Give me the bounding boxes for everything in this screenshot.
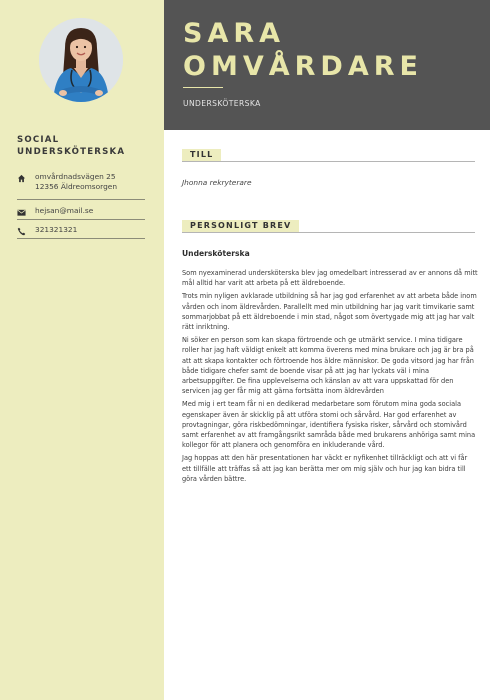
contact-email — [17, 206, 145, 220]
letter-section-heading — [182, 219, 475, 233]
to-heading-label: TILL — [182, 149, 221, 161]
phone-number[interactable]: 321321321 — [35, 225, 78, 234]
name-divider — [183, 87, 223, 88]
email-link[interactable]: hejsan@mail.se — [35, 206, 94, 215]
contact-address — [17, 172, 145, 200]
phone-icon — [17, 227, 26, 236]
sidebar — [0, 0, 164, 700]
address-line-1: omvårdnadsvägen 25 — [35, 172, 116, 181]
contact-phone — [17, 225, 145, 239]
header — [164, 0, 490, 130]
home-icon — [17, 174, 26, 183]
letter-paragraph: Som nyexaminerad undersköterska blev jag omedelbart intresserad av er annons då mitt mål alltid har varit att arbeta på ett äldreboende. — [182, 269, 478, 288]
letter-paragraph: Jag hoppas att den här presentationen har väckt er nyfikenhet tillräckligt och att vi får ett tillfälle att träffas så att jag kan berätta mer om mig själv och hur jag kan bidra till göra vården bättre. — [182, 454, 468, 483]
profile-photo — [39, 18, 123, 102]
letter-title: Undersköterska — [182, 249, 250, 258]
letter-heading-label: PERSONLIGT BREV — [182, 220, 299, 232]
letter-paragraph: Ni söker en person som kan skapa förtroende och ge utmärkt service. I mina tidigare roller har jag haft väldigt enkelt att komma överens med mina brukare och jag är bra på att att skapa kontakter och förtroende hos äldre människor. De goda vitsord jag har från både tidigare chefer samt de boende visar på att jag har lyckats väl i mina arbetsuppgifter. De fina upplevelserna och känslan av att vara uppskattad för den servicen jag ger får mig att gärna fortsätta inom äldrevården — [182, 336, 474, 396]
person-name: SARA OMVÅRDARE — [183, 18, 423, 82]
recipient-name: Jhonna rekryterare — [182, 178, 252, 187]
envelope-icon — [17, 208, 26, 217]
letter-body — [182, 268, 478, 487]
to-section-heading — [182, 148, 475, 162]
sidebar-title: SOCIAL UNDERSKÖTERSKA — [17, 135, 126, 157]
letter-paragraph: Med mig i ert team får ni en dedikerad medarbetare som förutom mina goda sociala egenskaper även är skicklig på att utföra stomi och sårvård. Har god erfarenhet av provtagningar, göra riskbedömningar, identifiera fysiska risker, sårvård och stomivård samt erfarenhet av att framgångsrikt samråda både med brukarens anhöriga samt mina kollegor för att planera och genomföra en inkluderande vård. — [182, 400, 476, 450]
address-line-2: 12356 Äldreomsorgen — [35, 182, 118, 191]
job-title: UNDERSKÖTERSKA — [183, 99, 261, 108]
letter-paragraph: Trots min nyligen avklarade utbildning så har jag god erfarenhet av att arbeta både inom vården och inom äldrevården. Parallellt med min utbildning har jag varit timvikarie samt sommarjobbat på ett äldreboende i min stad, något som övertygade mig att jag har valt rätt inriktning. — [182, 292, 477, 332]
